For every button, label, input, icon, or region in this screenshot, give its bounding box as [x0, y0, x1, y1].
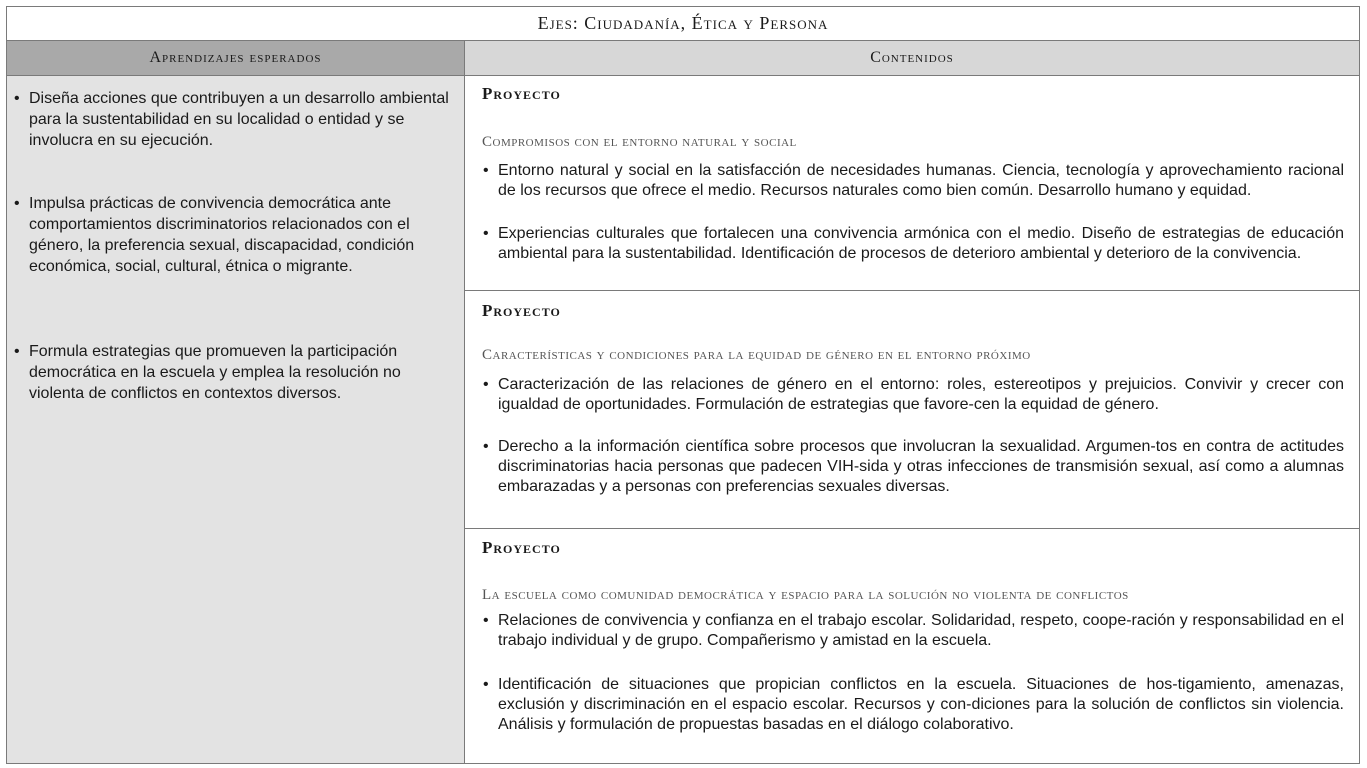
- project-section: [465, 291, 1359, 529]
- content-bullet: • Experiencias culturales que fortalecen una convivencia armónica con el medio. Diseño de estrategias de educación ambiental para la sustentabilidad. Identificación de procesos de deterioro ambiental y deterioro de la convivencia.: [483, 225, 1344, 262]
- project-subtitle: La escuela como comunidad democrática y espacio para la solución no violenta de conflictos: [482, 587, 1129, 603]
- learning-item: • Diseña acciones que contribuyen a un desarrollo ambiental para la sustentabilidad en su localidad o entidad y se involucra en su ejecución.: [14, 90, 449, 149]
- learning-text: Diseña acciones que contribuyen a un desarrollo ambiental para la sustentabilidad en su localidad o entidad y se involucra en su ejecución.: [29, 90, 449, 149]
- project-section: [465, 76, 1359, 291]
- learning-item: • Formula estrategias que promueven la participación democrática en la escuela y emplea la resolución no violenta de conflictos en contextos diversos.: [14, 343, 401, 402]
- learning-text: Impulsa prácticas de convivencia democrática ante comportamientos discriminatorios relacionados con el género, la preferencia sexual, discapacidad, condición económica, social, cultural, étnica o migrante.: [29, 195, 415, 275]
- column-header-learnings: Aprendizajes esperados: [7, 41, 465, 75]
- content-bullet: • Derecho a la información científica sobre procesos que involucran la sexualidad. Argumen-tos en contra de actitudes discriminatorias hacia personas que padecen VIH-sida y otras infecciones de transmisión sexual, así como a alumnas embarazadas y a personas con preferencias sexuales diversas.: [483, 438, 1344, 495]
- content-bullet: • Entorno natural y social en la satisfacción de necesidades humanas. Ciencia, tecnología y aprovechamiento racional de los recursos que ofrece el medio. Recursos naturales como bien común. Desarrollo humano y equidad.: [483, 162, 1344, 199]
- project-label: Proyecto: [482, 301, 561, 320]
- content-text: Caracterización de las relaciones de género en el entorno: roles, estereotipos y prejuicios. Convivir y crecer con igualdad de oportunidades. Formulación de estrategias que favore-cen la equidad de género.: [498, 376, 1344, 413]
- content-text: Entorno natural y social en la satisfacción de necesidades humanas. Ciencia, tecnología y aprovechamiento racional de los recursos que ofrece el medio. Recursos naturales como bien común. Desarrollo humano y equidad.: [498, 162, 1344, 199]
- project-label: Proyecto: [482, 84, 561, 103]
- contents-column: [465, 75, 1359, 763]
- content-bullet: • Identificación de situaciones que propician conflictos en la escuela. Situaciones de hos-tigamiento, amenazas, exclusión y discriminación en el espacio escolar. Recursos y con-diciones para la solución de conflictos sin violencia. Análisis y formulación de propuestas basadas en el diálogo colaborativo.: [483, 676, 1344, 733]
- project-subtitle: Compromisos con el entorno natural y social: [482, 134, 797, 150]
- column-header-contents: Contenidos: [465, 41, 1359, 75]
- table-title: Ejes: Ciudadanía, Ética y Persona: [7, 7, 1359, 41]
- content-text: Identificación de situaciones que propician conflictos en la escuela. Situaciones de hos-tigamiento, amenazas, exclusión y discriminación en el espacio escolar. Recursos y con-diciones para la solución de conflictos sin violencia. Análisis y formulación de propuestas basadas en el diálogo colaborativo.: [498, 676, 1344, 733]
- project-subtitle: Características y condiciones para la equidad de género en el entorno próximo: [482, 347, 1031, 363]
- project-section: [465, 529, 1359, 764]
- content-bullet: • Caracterización de las relaciones de género en el entorno: roles, estereotipos y prejuicios. Convivir y crecer con igualdad de oportunidades. Formulación de estrategias que favore-cen la equidad de género.: [483, 376, 1344, 413]
- content-text: Relaciones de convivencia y confianza en el trabajo escolar. Solidaridad, respeto, coope-ración y responsabilidad en el trabajo individual y de grupo. Compañerismo y amistad en la escuela.: [498, 612, 1344, 649]
- learnings-column: [7, 75, 465, 763]
- content-bullet: • Relaciones de convivencia y confianza en el trabajo escolar. Solidaridad, respeto, coope-ración y responsabilidad en el trabajo individual y de grupo. Compañerismo y amistad en la escuela.: [483, 612, 1344, 649]
- content-text: Derecho a la información científica sobre procesos que involucran la sexualidad. Argumen-tos en contra de actitudes discriminatorias hacia personas que padecen VIH-sida y otras infecciones de transmisión sexual, así como a alumnas embarazadas y a personas con preferencias sexuales diversas.: [498, 438, 1344, 495]
- learning-text: Formula estrategias que promueven la participación democrática en la escuela y emplea la resolución no violenta de conflictos en contextos diversos.: [29, 343, 401, 402]
- project-label: Proyecto: [482, 538, 561, 557]
- content-text: Experiencias culturales que fortalecen una convivencia armónica con el medio. Diseño de estrategias de educación ambiental para la sustentabilidad. Identificación de procesos de deterioro ambiental y deterioro de la convivencia.: [498, 225, 1344, 262]
- learning-item: • Impulsa prácticas de convivencia democrática ante comportamientos discriminatorios relacionados con el género, la preferencia sexual, discapacidad, condición económica, social, cultural, étnica o migrante.: [14, 195, 415, 275]
